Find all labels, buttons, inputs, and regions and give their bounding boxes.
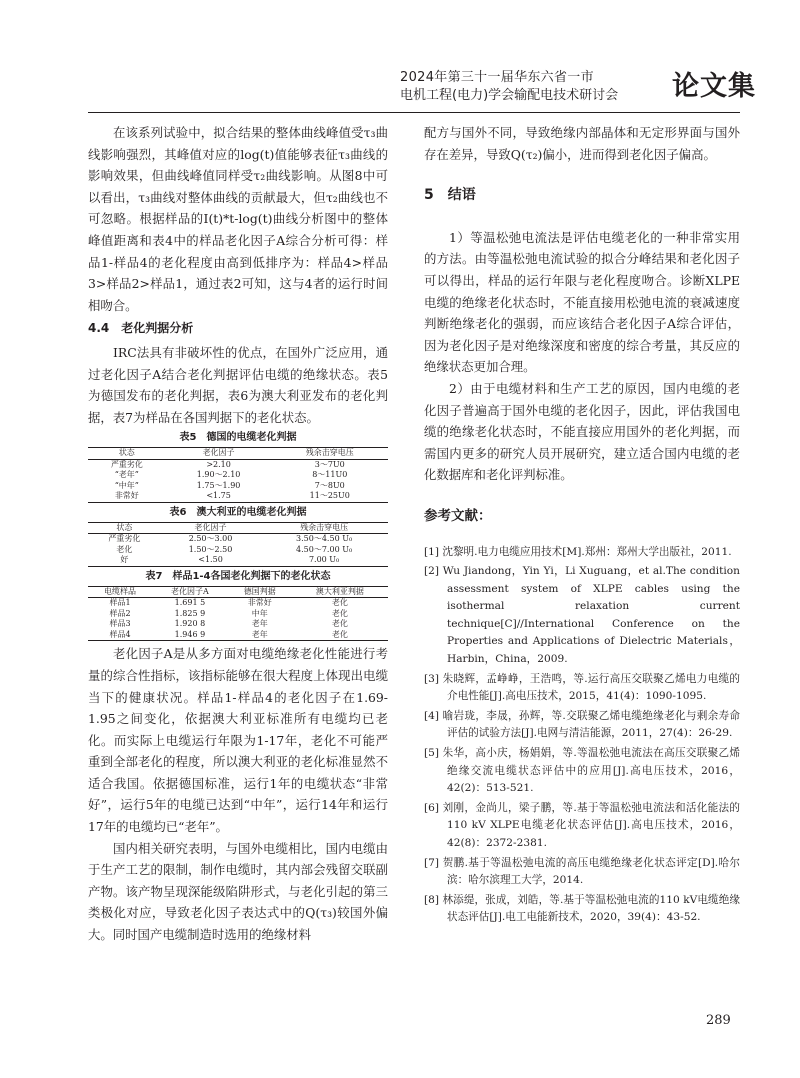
- table-cell: 7.00 U₀: [260, 555, 388, 566]
- table-cell: 3.50～4.50 U₀: [296, 534, 353, 544]
- header-session-line: 电机工程(电力)学会输配电技术研讨会: [400, 88, 619, 103]
- table-cell: 样品3: [109, 619, 131, 629]
- table-cell: 老年: [228, 630, 292, 641]
- reference-item: [7] 贺鹏.基于等温松弛电流的高压电缆绝缘老化状态评定[D].哈尔滨：哈尔滨理工大学，2014.: [424, 856, 740, 887]
- table-row: [88, 555, 388, 566]
- table-7-caption: 表7 样品1-4各国老化判据下的老化状态: [145, 570, 331, 582]
- table-row: [88, 481, 388, 492]
- header-conference-line: 2024年第三十一届华东六省一市: [400, 70, 594, 85]
- table-cell: >2.10: [206, 459, 231, 469]
- reference-item: [6] 刘刚，金尚儿，梁子鹏，等.基于等温松弛电流法和活化能法的110 kV XLPE电缆老化状态评估[J].高电压技术，2016，42(8)：2372-2381.: [424, 801, 740, 849]
- body-paragraph: 老化因子A是从多方面对电缆绝缘老化性能进行考量的综合性指标，该指标能够在很大程度上体现出电缆当下的健康状况。样品1-样品4的老化因子在1.69-1.95之间变化，依据澳大利亚标准所有电缆均已老化。而实际上电缆运行年限为1-17年，老化不可能严重到全部老化的程度，所以澳大利亚的老化标准显然不适合我国。依据德国标准，运行1年的电缆状态“非常好”，运行5年的电缆已达到“中年”，运行14年和运行17年的电缆均已“老年”。: [88, 646, 388, 835]
- table-cell: 中年: [251, 608, 268, 618]
- table-cell: 11～25U0: [272, 491, 389, 502]
- references-heading: 参考文献：: [424, 507, 492, 524]
- table-cell: 严重劣化: [108, 534, 141, 544]
- table-header-cell: 残余击穿电压: [260, 522, 388, 534]
- right-column: [424, 122, 740, 929]
- table-header-cell: 残余击穿电压: [272, 448, 389, 460]
- table-cell: <1.50: [161, 555, 260, 566]
- table-header-cell: 电缆样品: [88, 586, 152, 598]
- table-row: [88, 534, 388, 545]
- body-paragraph: IRC法具有非破坏性的优点，在国外广泛应用，通过老化因子A结合老化判据评估电缆的绝缘状态。表5为德国发布的老化判据，表6为澳大利亚发布的老化判据，表7为样品在各国判据下的老化状态。: [88, 344, 388, 425]
- header-divider: [88, 112, 740, 113]
- table-cell: 好: [88, 555, 161, 566]
- body-paragraph: 国内相关研究表明，与国外电缆相比，国内电缆由于生产工艺的限制，制作电缆时，其内部会残留交联副产物。该产物呈现深能级陷阱形式，与老化引起的第三类极化对应，导致老化因子表达式中的Q(τ₃)较国外偏大。同时国产电缆制造时选用的绝缘材料: [88, 840, 388, 943]
- reference-item: [4] 喻岩珑，李晟，孙辉，等.交联聚乙烯电缆绝缘老化与剩余寿命评估的试验方法[J].电网与清洁能源，2011，27(4)：26-29.: [424, 709, 740, 740]
- table-cell: 老年: [251, 619, 268, 629]
- table-cell: 老化: [331, 598, 348, 608]
- body-paragraph: 配方与国外不同，导致绝缘内部晶体和无定形界面与国外存在差异，导致Q(τ₂)偏小，进而得到老化因子偏高。: [424, 125, 740, 162]
- table-cell: 1.946 9: [152, 630, 228, 641]
- reference-item: [3] 朱晓辉，孟峥峥，王浩鸣，等.运行高压交联聚乙烯电力电缆的介电性能[J].高电压技术，2015，41(4)：1090-1095.: [424, 672, 740, 703]
- table-row: [88, 459, 388, 470]
- table-cell: 样品4: [88, 630, 152, 641]
- table-cell: 老化: [331, 619, 348, 629]
- table-cell: 老化: [116, 544, 133, 554]
- table-cell: 老化: [292, 630, 388, 641]
- table-cell: 老化: [331, 608, 348, 618]
- table-cell: 1.90～2.10: [196, 470, 241, 480]
- table-header-cell: 老化因子: [161, 522, 260, 534]
- table-cell: 样品1: [109, 598, 131, 608]
- reference-list: [424, 544, 740, 927]
- table-cell: 非常好: [247, 598, 272, 608]
- left-column: [88, 122, 388, 946]
- table-cell: 4.50～7.00 U₀: [296, 544, 353, 554]
- table-header-cell: 状态: [88, 522, 161, 534]
- table-cell: “中年”: [114, 480, 139, 490]
- table-cell: 1.825 9: [174, 608, 206, 618]
- table-row: [88, 545, 388, 556]
- conclusion-paragraph: 1）等温松弛电流法是评估电缆老化的一种非常实用的方法。由等温松弛电流试验的拟合分峰结果和老化因子可以得出，样品的运行年限与老化程度吻合。诊断XLPE电缆的绝缘老化状态时，不能直接用松弛电流的衰减速度判断绝缘老化的强弱，而应该结合老化因子A综合评估，因为老化因子是对绝缘深度和密度的综合考量，其反应的绝缘状态更加合理。: [424, 229, 740, 375]
- table-5-caption: 表5 德国的电缆老化判据: [179, 432, 297, 444]
- table-cell: 7～8U0: [314, 480, 345, 490]
- table-cell: 非常好: [88, 491, 166, 502]
- table-cell: 1.75～1.90: [196, 480, 241, 490]
- section-heading-5: 5 结语: [424, 187, 476, 204]
- table-cell: “老年”: [114, 470, 139, 480]
- table-row: [88, 491, 388, 502]
- table-cell: 3～7U0: [314, 459, 345, 469]
- running-header: [400, 62, 756, 112]
- reference-item: [2] Wu Jiandong，Yin Yi，Li Xuguang，et al.The condition assessment system of XLPE cables using the isothermal relaxation current technique[C]//International Conference on the Properties and Applications of Dielectric Materials，Harbin，China，2009.: [424, 565, 740, 666]
- table-6: [88, 522, 388, 567]
- table-cell: 样品2: [109, 608, 131, 618]
- reference-item: [1] 沈黎明.电力电缆应用技术[M].郑州：郑州大学出版社，2011.: [424, 545, 732, 558]
- table-row: [88, 619, 388, 630]
- table-cell: <1.75: [166, 491, 272, 502]
- page-number: 289: [706, 1013, 731, 1028]
- table-row: [88, 470, 388, 481]
- table-row: [88, 598, 388, 609]
- table-row: [88, 609, 388, 620]
- section-heading-4-4: 4.4 老化判据分析: [88, 321, 194, 336]
- body-paragraph: 在该系列试验中，拟合结果的整体曲线峰值受τ₃曲线影响强烈，其峰值对应的log(t)值能够表征τ₃曲线的影响效果，但曲线峰值同样受τ₂曲线影响。从图8中可以看出，τ₃曲线对整体曲线的贡献最大，但τ₂曲线也不可忽略。根据样品的I(t)*t-log(t)曲线分析图中的整体峰值距离和表4中的样品老化因子A综合分析可得：样品1-样品4的老化程度由高到低排序为：样品4>样品3>样品2>样品1，通过表2可知，这与4者的运行时间相吻合。: [88, 125, 388, 313]
- conclusion-paragraph: 2）由于电缆材料和生产工艺的原因，国内电缆的老化因子普遍高于国外电缆的老化因子，因此，评估我国电缆的绝缘老化状态时，不能直接应用国外的老化判据，而需国内更多的研究人员开展研究，建立适合国内电缆的老化数据库和老化评判标准。: [424, 380, 740, 483]
- table-cell: 1.691 5: [174, 598, 206, 608]
- table-cell: 1.920 8: [174, 619, 206, 629]
- table-cell: 1.50～2.50: [188, 544, 233, 554]
- table-header-cell: 状态: [88, 448, 166, 460]
- table-header-cell: 德国判据: [228, 586, 292, 598]
- table-header-cell: 老化因子A: [152, 586, 228, 598]
- reference-item: [5] 朱华，高小庆，杨娟娟，等.等温松弛电流法在高压交联聚乙烯绝缘交流电缆状态评估中的应用[J].高电压技术，2016，42(2)：513-521.: [424, 747, 740, 795]
- table-cell: 8～11U0: [312, 470, 348, 480]
- reference-item: [8] 林添缇，张成，刘皓，等.基于等温松弛电流的110 kV电缆绝缘状态评估[J].电工电能新技术，2020，39(4)：43-52.: [424, 893, 740, 924]
- table-7: [88, 586, 388, 642]
- table-header-cell: 老化因子: [166, 448, 272, 460]
- table-5: [88, 447, 388, 503]
- table-cell: 2.50～3.00: [188, 534, 233, 544]
- table-6-caption: 表6 澳大利亚的电缆老化判据: [169, 506, 307, 518]
- header-proceedings-mark: 论文集: [672, 71, 756, 102]
- table-row: [88, 630, 388, 641]
- table-cell: 严重劣化: [110, 459, 143, 469]
- table-header-cell: 澳大利亚判据: [292, 586, 388, 598]
